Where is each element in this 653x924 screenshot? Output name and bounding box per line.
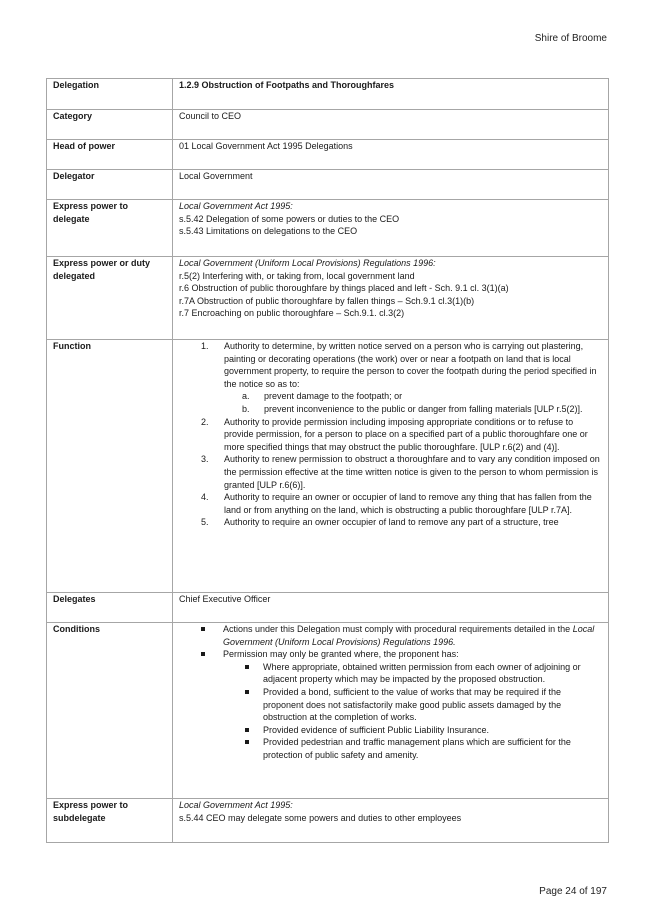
label-subdelegate: Express power to subdelegate: [47, 799, 173, 843]
regulation-line: r.7 Encroaching on public thoroughfare – Sch.9.1. cl.3(2): [179, 308, 405, 319]
condition-subitem-text: Provided evidence of sufficient Public Liability Insurance.: [263, 724, 489, 735]
bullet-icon: [245, 690, 249, 694]
function-subitem: [242, 403, 602, 416]
function-item-number: 1.: [201, 341, 209, 351]
label-category: Category: [47, 110, 173, 140]
row-delegation: [47, 79, 609, 110]
bullet-icon: [201, 627, 205, 631]
function-subitem: [242, 390, 602, 403]
head-of-power-value: 01 Local Government Act 1995 Delegations: [173, 140, 609, 170]
label-head-of-power: Head of power: [47, 140, 173, 170]
row-delegator: [47, 170, 609, 200]
row-delegates: [47, 593, 609, 623]
label-delegation: Delegation: [47, 79, 173, 110]
page-number: Page 24 of 197: [539, 886, 607, 897]
row-express-power-delegated: [47, 257, 609, 340]
function-item: [201, 340, 602, 416]
condition-text: Permission may only be granted where, the proponent has:: [223, 649, 459, 660]
delegation-title: 1.2.9 Obstruction of Footpaths and Thoroughfares: [173, 79, 609, 110]
function-subitem-letter: b.: [242, 403, 250, 414]
condition-regulation-title: Local Government (Uniform Local Provisions) Regulations 1996.: [223, 624, 595, 647]
regulation-line: r.7A Obstruction of public thoroughfare by fallen things – Sch.9.1 cl.3(1)(b): [179, 295, 475, 306]
function-item: [201, 491, 602, 516]
express-power-line: s.5.42 Delegation of some powers or duties to the CEO: [179, 213, 400, 224]
function-item-text: Authority to require an owner or occupier of land to remove any thing that has fallen from the land or from anything on the land, which is obstructing a public thoroughfare [ULP r.7A].: [224, 492, 592, 515]
condition-text: Actions under this Delegation must comply with procedural requirements detailed in the: [223, 624, 573, 634]
conditions-list: [179, 623, 602, 762]
function-item: [201, 416, 602, 454]
delegates-value: Chief Executive Officer: [173, 593, 609, 623]
express-power-line: s.5.43 Limitations on delegations to the CEO: [179, 226, 358, 237]
label-function: Function: [47, 340, 173, 593]
condition-item: [219, 648, 602, 761]
bullet-icon: [245, 665, 249, 669]
regulation-line: r.6 Obstruction of public thoroughfare by things placed and left - Sch. 9.1 cl. 3(1)(a): [179, 283, 509, 294]
function-item-number: 5.: [201, 517, 209, 528]
delegator-value: Local Government: [173, 170, 609, 200]
function-item-text: Authority to determine, by written notice served on a person who is carrying out plastering, painting or decorating operations (the work) over or near a footpath on land that is local government property, to require the person to cover the footpath during the period specified in the notice so as to:: [224, 341, 597, 389]
label-conditions: Conditions: [47, 623, 173, 799]
function-item: [201, 516, 602, 529]
category-value: Council to CEO: [173, 110, 609, 140]
function-item-number: 4.: [201, 492, 209, 503]
condition-subitem: [263, 686, 602, 724]
regulations-act: Local Government (Uniform Local Provisions) Regulations 1996:: [179, 258, 436, 268]
express-power-act: Local Government Act 1995:: [179, 201, 293, 211]
subdelegate-value: [173, 799, 609, 843]
bullet-icon: [245, 728, 249, 732]
row-category: [47, 110, 609, 140]
row-conditions: [47, 623, 609, 799]
delegation-table: [46, 78, 609, 843]
label-delegates: Delegates: [47, 593, 173, 623]
row-express-power: [47, 200, 609, 257]
condition-subitem: [263, 661, 602, 686]
condition-subitem: [263, 736, 602, 761]
function-subitem-text: prevent inconvenience to the public or danger from falling materials [ULP r.5(2)].: [264, 403, 583, 414]
bullet-icon: [201, 652, 205, 656]
label-express-power: Express power to delegate: [47, 200, 173, 257]
function-subitem-text: prevent damage to the footpath; or: [264, 391, 403, 402]
row-function: [47, 340, 609, 593]
bullet-icon: [245, 740, 249, 744]
function-value: [173, 340, 609, 593]
function-subitem-letter: a.: [242, 391, 250, 402]
regulation-line: r.5(2) Interfering with, or taking from, local government land: [179, 270, 415, 281]
condition-subitem-text: Provided pedestrian and traffic management plans which are sufficient for the protection of public safety and amenity.: [263, 737, 571, 760]
page-header-org: Shire of Broome: [534, 33, 607, 44]
label-delegator: Delegator: [47, 170, 173, 200]
condition-subitem-text: Where appropriate, obtained written permission from each owner of adjoining or adjacent property which may be impacted by the proposed obstruction.: [263, 661, 581, 685]
condition-subitem: [263, 724, 602, 737]
express-power-value: [173, 200, 609, 257]
function-item-text: Authority to provide permission including imposing appropriate conditions or to refuse to provide permission, for a person to place on a specified part of a public thoroughfare one or more specified things that may obstruct the public thoroughfare. [ULP r.6(2) and (4)].: [224, 416, 588, 452]
function-item-number: 2.: [201, 416, 209, 427]
function-item-number: 3.: [201, 454, 209, 465]
function-item-text: Authority to renew permission to obstruct a thoroughfare and to vary any condition imposed on the permission effective at the time written notice is given to the person to whom permission is granted [ULP r.6(6)].: [224, 454, 600, 490]
subdelegate-line: s.5.44 CEO may delegate some powers and duties to other employees: [179, 812, 462, 823]
function-item-text: Authority to require an owner occupier of land to remove any part of a structure, tree: [224, 517, 559, 528]
row-subdelegate: [47, 799, 609, 843]
conditions-value: [173, 623, 609, 799]
label-express-power-delegated: Express power or duty delegated: [47, 257, 173, 340]
condition-subitem-text: Provided a bond, sufficient to the value of works that may be required if the proponent does not satisfactorily make good public assets damaged by the obstruction at the completion of works.: [263, 686, 562, 723]
function-list: [179, 340, 602, 529]
condition-item: [219, 623, 602, 648]
conditions-sublist: [223, 661, 602, 762]
row-head-of-power: [47, 140, 609, 170]
function-item: [201, 453, 602, 491]
subdelegate-act: Local Government Act 1995:: [179, 800, 293, 810]
function-sublist: [224, 390, 602, 415]
express-power-delegated-value: [173, 257, 609, 340]
